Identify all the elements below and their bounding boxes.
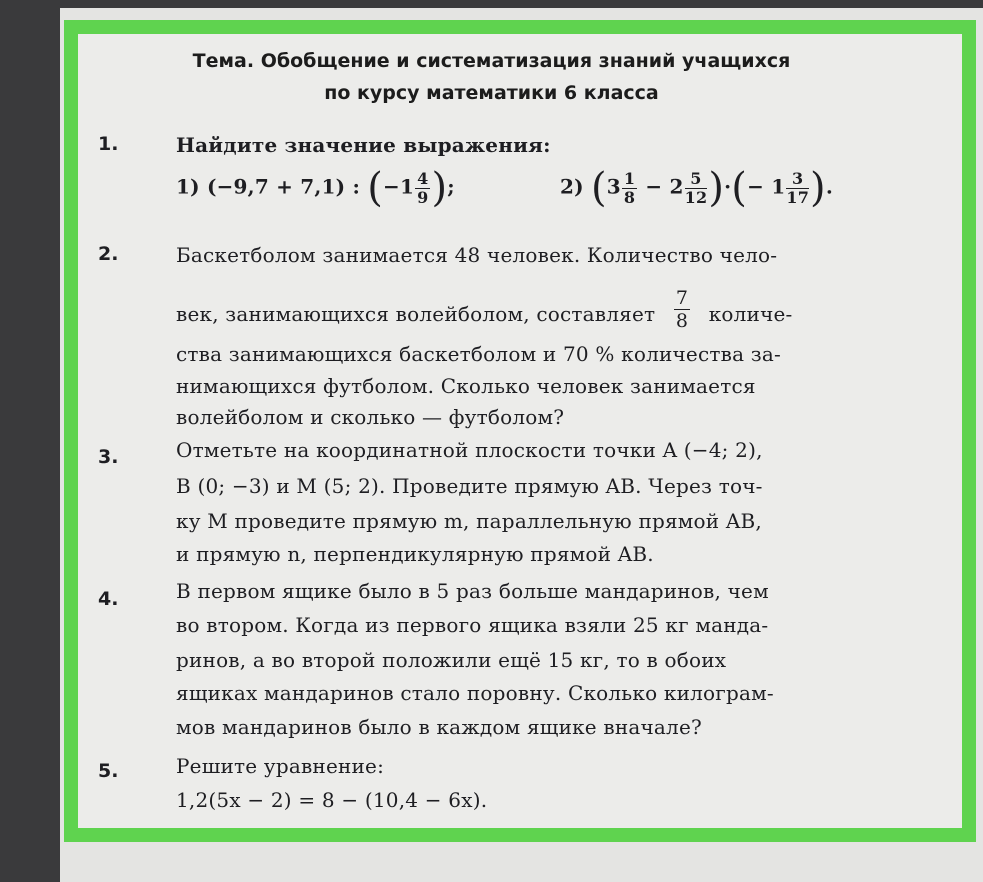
task2-line-4: нимающихся футболом. Сколько человек занимается <box>176 374 756 398</box>
task4-line-2: во втором. Когда из первого ящика взяли 25 кг манда- <box>176 613 769 637</box>
task-number-2: 2. <box>98 243 119 265</box>
task-number-1: 1. <box>98 133 119 155</box>
task-number-5: 5. <box>98 760 119 782</box>
task3-line-1: Отметьте на координатной плоскости точки A (−4; 2), <box>176 438 763 462</box>
task3-line-3: ку M проведите прямую m, параллельную прямой AB, <box>176 509 762 533</box>
task4-line-1: В первом ящике было в 5 раз больше мандаринов, чем <box>176 579 769 603</box>
task5-equation: 1,2(5x − 2) = 8 − (10,4 − 6x). <box>176 788 488 812</box>
task4-line-5: мов мандаринов было в каждом ящике вначале? <box>176 715 702 739</box>
task4-line-3: ринов, а во второй положили ещё 15 кг, то в обоих <box>176 648 727 672</box>
task2-line-2: век, занимающихся волейболом, составляет $\frac{7}{8}$ количе- <box>176 287 793 332</box>
task3-line-2: B (0; −3) и M (5; 2). Проведите прямую AB. Через точ- <box>176 474 763 498</box>
task-number-4: 4. <box>98 588 119 610</box>
task2-line-5: волейболом и сколько — футболом? <box>176 405 565 429</box>
topic-title-line2: по курсу математики 6 класса <box>324 82 659 104</box>
task1-expression-2: 2) (3 $\frac{1}{8}$ − 2 $\frac{5}{12}$ )·(− 1 $\frac{3}{17}$ ). <box>560 165 834 211</box>
task-number-3: 3. <box>98 446 119 468</box>
topic-title-line1: Тема. Обобщение и систематизация знаний учащихся <box>192 50 791 72</box>
task5-line-1: Решите уравнение: <box>176 754 385 778</box>
task1-expression-1: 1) (−9,7 + 7,1) : (−1 $\frac{4}{9}$ ); <box>176 165 455 211</box>
task4-line-4: ящиках мандаринов стало поровну. Сколько килограм- <box>176 681 774 705</box>
task2-line-1: Баскетболом занимается 48 человек. Количество чело- <box>176 243 778 267</box>
task1-line: Найдите значение выражения: <box>176 133 551 157</box>
task3-line-4: и прямую n, перпендикулярную прямой AB. <box>176 542 654 566</box>
task2-line-3: ства занимающихся баскетболом и 70 % количества за- <box>176 342 781 366</box>
